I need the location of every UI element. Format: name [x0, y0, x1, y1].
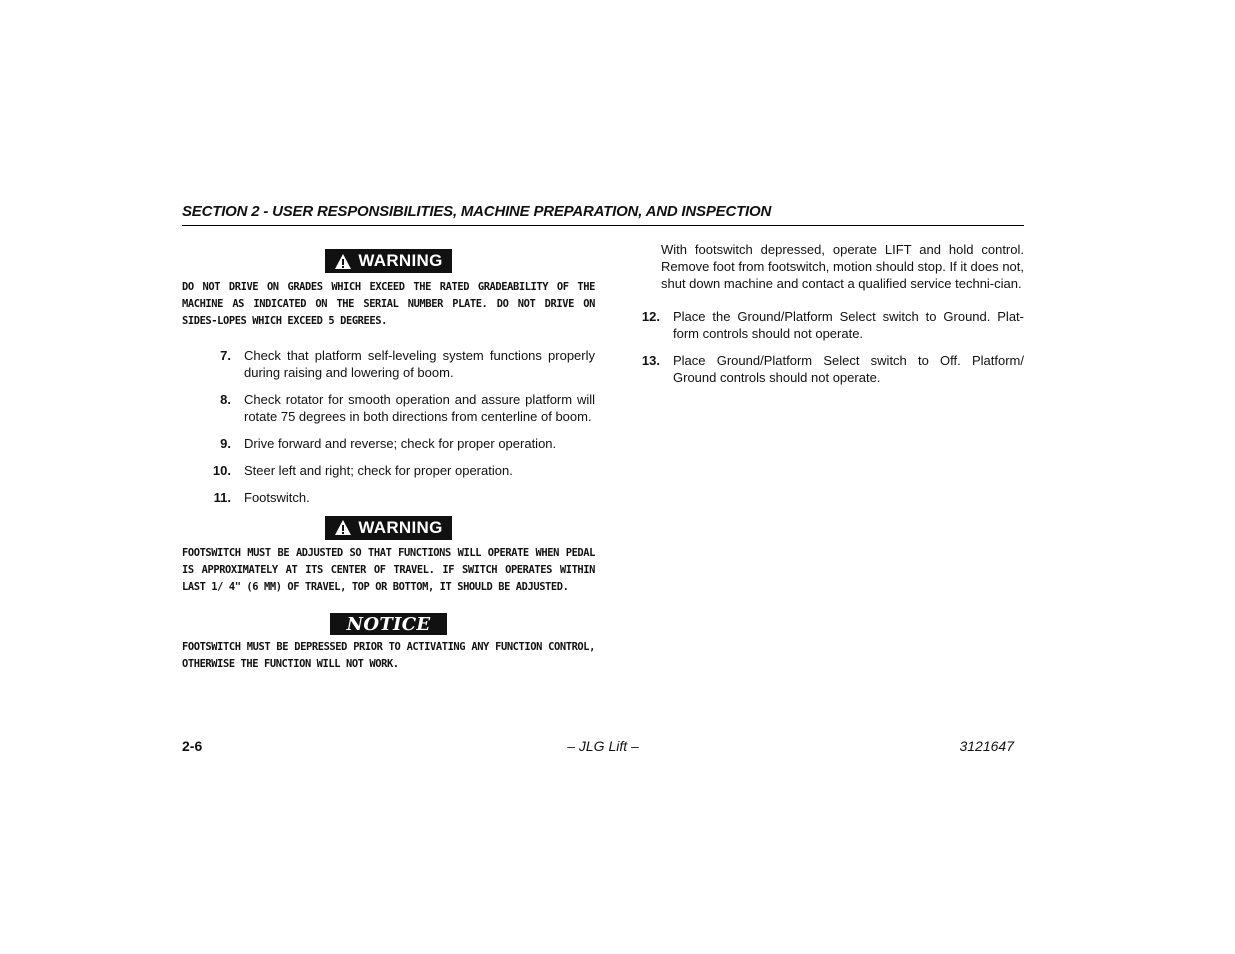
document-number: 3121647	[959, 738, 1014, 754]
check-list-continued	[641, 308, 1024, 386]
warning-banner	[325, 249, 452, 273]
check-list	[182, 347, 595, 506]
list-item: 13. Place Ground/Platform Select switch to Off. Platform/ Ground controls should not operate.	[641, 353, 1024, 385]
list-item: 9. Drive forward and reverse; check for proper operation.	[220, 435, 557, 451]
page-footer	[182, 738, 1024, 758]
footer-brand: – JLG Lift –	[567, 738, 639, 754]
list-item: 12. Place the Ground/Platform Select switch to Ground. Plat-form controls should not operate.	[641, 309, 1024, 341]
warning-text-grades: DO NOT DRIVE ON GRADES WHICH EXCEED THE RATED GRADEABILITY OF THE MACHINE AS INDICATED ON THE SERIAL NUMBER PLATE. DO NOT DRIVE ON SIDES-LOPES WHICH EXCEED 5 DEGREES.	[182, 280, 595, 327]
section-header: SECTION 2 - USER RESPONSIBILITIES, MACHINE PREPARATION, AND INSPECTION	[182, 203, 1024, 226]
warning-triangle-icon	[334, 253, 352, 270]
warning-label: WARNING	[358, 251, 443, 270]
notice-banner: NOTICE	[330, 613, 447, 635]
list-item: 10. Steer left and right; check for proper operation.	[212, 462, 513, 478]
footswitch-procedure-text: With footswitch depressed, operate LIFT and hold control. Remove foot from footswitch, motion should stop. If it does not, shut down machine and contact a qualified service techni-cian.	[661, 242, 1024, 291]
warning-text-footswitch: FOOTSWITCH MUST BE ADJUSTED SO THAT FUNCTIONS WILL OPERATE WHEN PEDAL IS APPROXIMATELY AT ITS CENTER OF TRAVEL. IF SWITCH OPERATES WITHIN LAST 1/ 4" (6 MM) OF TRAVEL, TOP OR BOTTOM, IT SHOULD BE ADJUSTED.	[182, 547, 595, 593]
warning-triangle-icon	[334, 519, 352, 536]
warning-label: WARNING	[358, 517, 443, 537]
list-item: 11. Footswitch.	[213, 489, 310, 505]
list-item: 7. Check that platform self-leveling system functions properly during raising and lowering of boom.	[220, 347, 595, 380]
left-column	[182, 241, 595, 673]
notice-text: FOOTSWITCH MUST BE DEPRESSED PRIOR TO ACTIVATING ANY FUNCTION CONTROL, OTHERWISE THE FUNCTION WILL NOT WORK.	[182, 641, 595, 670]
page-number: 2-6	[182, 738, 203, 754]
right-column	[641, 241, 1024, 396]
list-item: 8. Check rotator for smooth operation and assure platform will rotate 75 degrees in both directions from centerline of boom.	[220, 391, 595, 424]
warning-banner	[325, 516, 452, 540]
